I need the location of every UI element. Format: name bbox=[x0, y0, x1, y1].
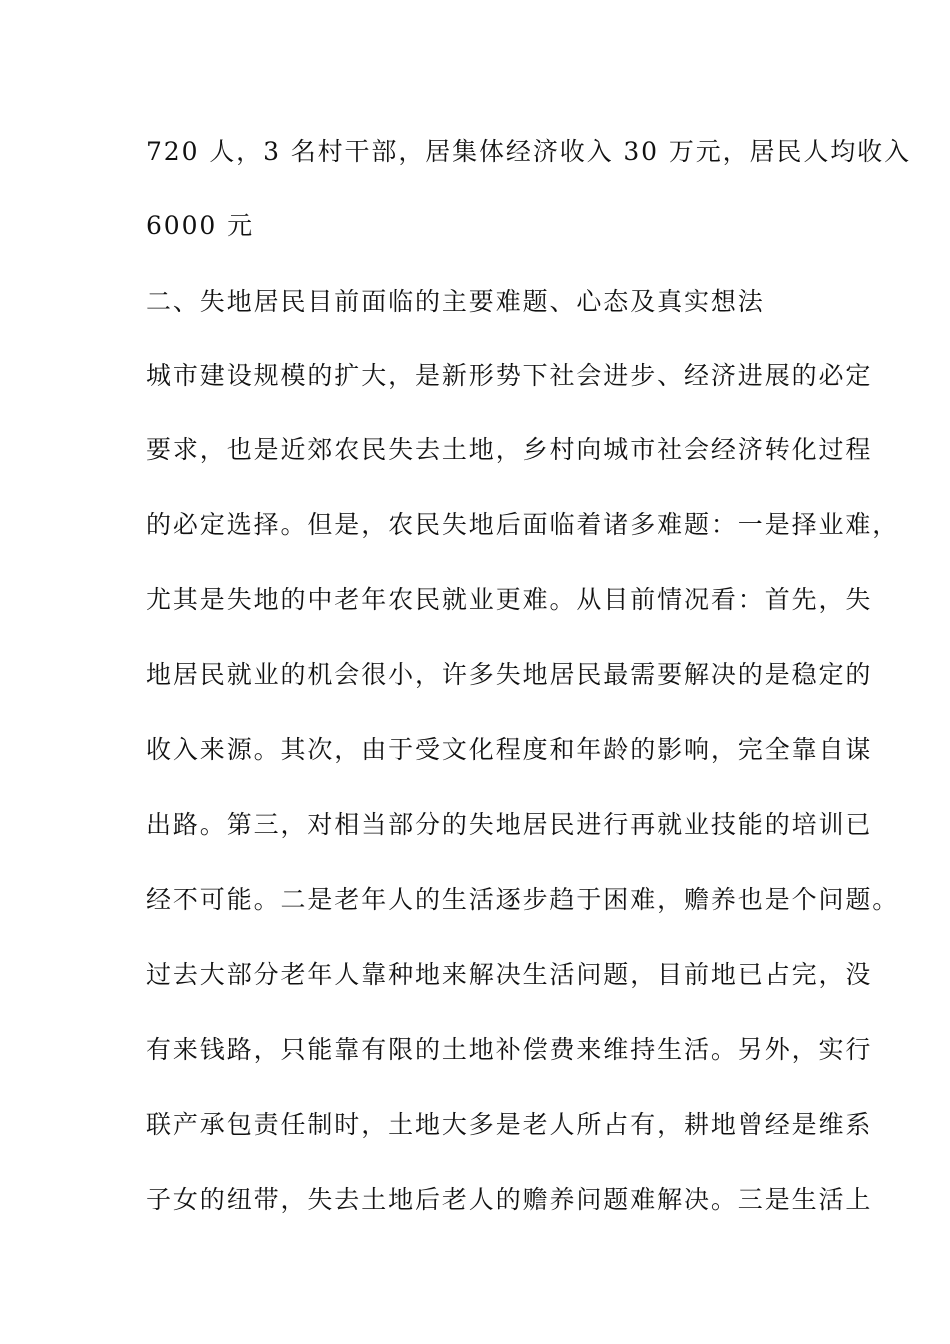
body-line: 收入来源。其次，由于受文化程度和年龄的影响，完全靠自谋 bbox=[146, 735, 873, 764]
body-line: 出路。第三，对相当部分的失地居民进行再就业技能的培训已 bbox=[146, 810, 873, 839]
body-line: 经不可能。二是老年人的生活逐步趋于困难，赡养也是个问题。 bbox=[146, 885, 900, 914]
body-line: 的必定选择。但是，农民失地后面临着诸多难题：一是择业难， bbox=[146, 510, 900, 539]
section-heading: 二、失地居民目前面临的主要难题、心态及真实想法 bbox=[146, 287, 765, 316]
body-line: 过去大部分老年人靠种地来解决生活问题，目前地已占完，没 bbox=[146, 960, 873, 989]
body-line: 联产承包责任制时，土地大多是老人所占有，耕地曾经是维系 bbox=[146, 1110, 873, 1139]
body-line: 720 人，3 名村干部，居集体经济收入 30 万元，居民人均收入 bbox=[146, 137, 911, 166]
body-line: 6000 元 bbox=[146, 211, 254, 240]
body-line: 城市建设规模的扩大，是新形势下社会进步、经济进展的必定 bbox=[146, 361, 873, 390]
body-line: 子女的纽带，失去土地后老人的赡养问题难解决。三是生活上 bbox=[146, 1185, 873, 1214]
body-line: 有来钱路，只能靠有限的土地补偿费来维持生活。另外，实行 bbox=[146, 1035, 873, 1064]
body-line: 要求，也是近郊农民失去土地，乡村向城市社会经济转化过程 bbox=[146, 435, 873, 464]
body-line: 尤其是失地的中老年农民就业更难。从目前情况看：首先，失 bbox=[146, 585, 873, 614]
body-line: 地居民就业的机会很小，许多失地居民最需要解决的是稳定的 bbox=[146, 660, 873, 689]
